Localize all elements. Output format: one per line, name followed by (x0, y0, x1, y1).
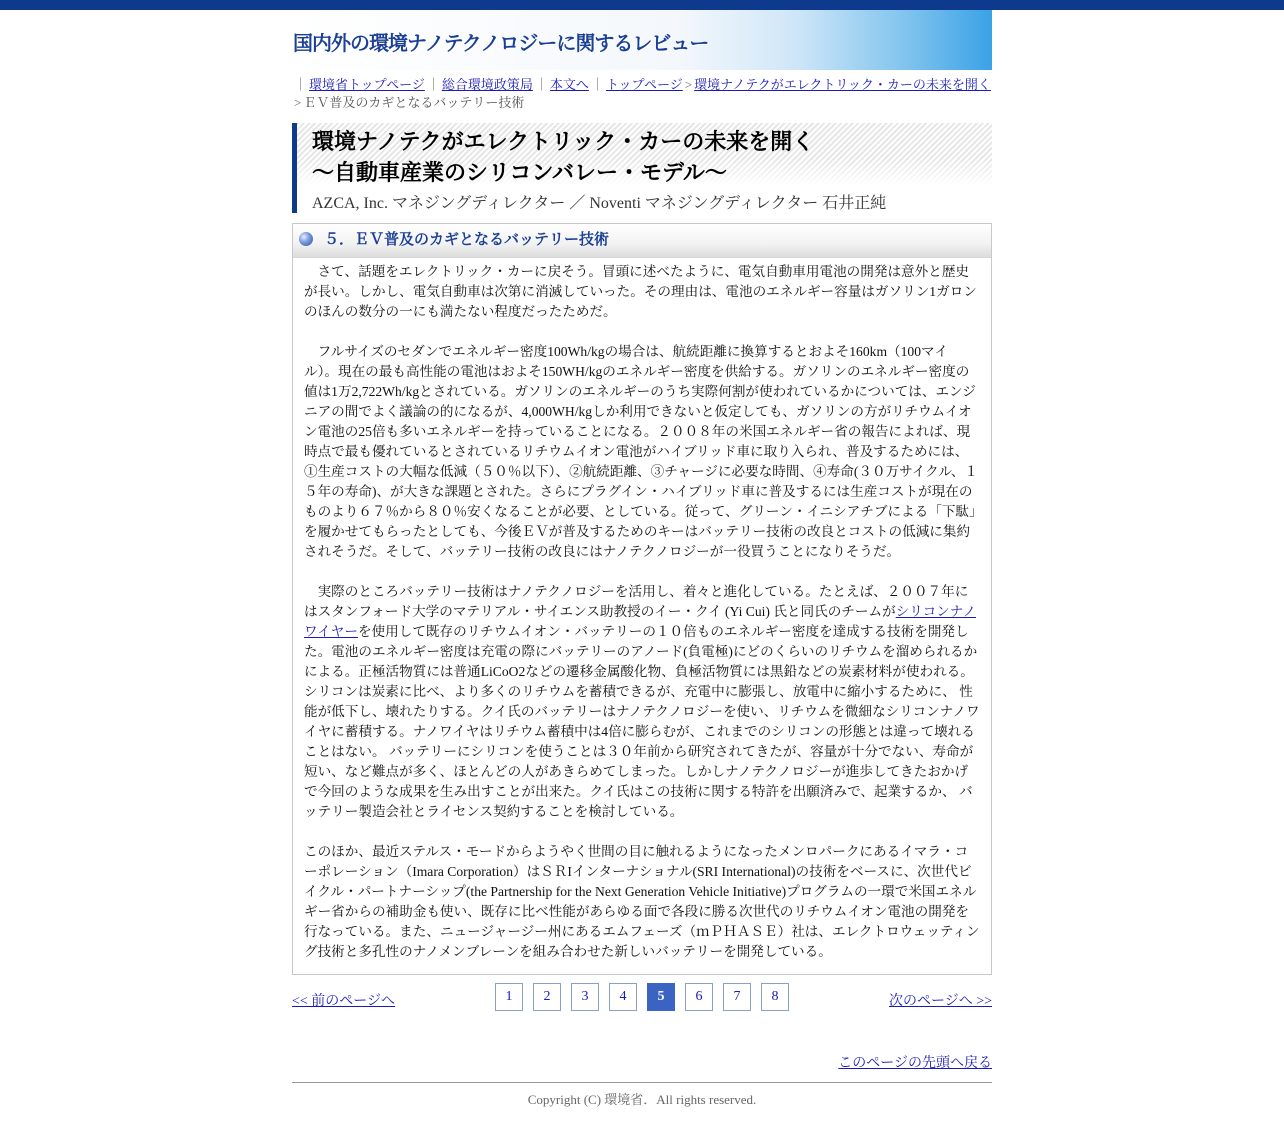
top-bar (0, 0, 1284, 10)
breadcrumb-separator: ｜ (590, 77, 604, 92)
pagination (292, 983, 992, 1027)
section-heading: ５．ＥＶ普及のカギとなるバッテリー技術 (324, 230, 610, 248)
bullet-orb-icon (299, 232, 313, 246)
breadcrumb-arrow: > (294, 95, 302, 110)
paragraph-4: このほか、最近ステルス・モードからようやく世間の目に触れるようになったメンロパークにあるイマラ・コーポレーション（Imara Corporation）はＳＲIインターナショナル(SRI International)の技術をベースに、次世代ビイクル・パートナーシップ(the Partnership for the Next Generation Vehicle Initiative)プログラムの一環で米国エネルギー省からの補助金も使い、既存に比べ性能があらゆる面で各段に勝る次世代のリチウムイオン電池の開発を行なっている。また、ニュージャージー州にあるエムフェーズ（ｍＰＨＡＳＥ）社は、エレクトロウェッティング技術と多孔性のナノメンブレーンを組み合わせた新しいバッテリーを開発している。 (304, 844, 980, 959)
article-title-box (292, 123, 992, 213)
page-container (292, 10, 992, 1108)
breadcrumb-current: ＥＶ普及のカギとなるバッテリー技術 (303, 95, 525, 110)
article-author: AZCA, Inc. マネジングディレクター ／ Noventi マネジングディレクター 石井正純 (312, 195, 887, 212)
page-link-3[interactable]: 3 (571, 983, 599, 1011)
footer-copyright: Copyright (C) 環境省．All rights reserved. (292, 1082, 992, 1108)
paragraph-1: さて、話題をエレクトリック・カーに戻そう。冒頭に述べたように、電気自動車用電池の開発は意外と歴史が長い。しかし、電気自動車は次第に消滅していった。その理由は、電池のエネルギー容量はガソリン1ガロンのほんの数分の一にも満たない程度だったためだ。 (304, 264, 977, 319)
breadcrumb-link-moe-top[interactable]: 環境省トップページ (309, 77, 425, 92)
silicon-nanowire-link[interactable]: シリコンナノワイヤー (304, 604, 977, 639)
breadcrumb-link-policy-bureau[interactable]: 総合環境政策局 (441, 77, 533, 92)
breadcrumb-link-article[interactable]: 環境ナノテクがエレクトリック・カーの未来を開く (694, 77, 991, 92)
breadcrumb-link-main-text[interactable]: 本文へ (549, 77, 589, 92)
breadcrumb-separator: ｜ (426, 77, 440, 92)
breadcrumb-link-top-page[interactable]: トップページ (605, 77, 683, 92)
page-link-6[interactable]: 6 (685, 983, 713, 1011)
breadcrumb-separator: ｜ (294, 77, 308, 92)
page-link-7[interactable]: 7 (723, 983, 751, 1011)
back-to-top (292, 1052, 992, 1072)
page-link-1[interactable]: 1 (495, 983, 523, 1011)
page-link-2[interactable]: 2 (533, 983, 561, 1011)
breadcrumb (292, 70, 992, 114)
content-section (292, 223, 992, 975)
page-link-8[interactable]: 8 (761, 983, 789, 1011)
page-number-list (495, 983, 789, 1011)
paragraph-2: フルサイズのセダンでエネルギー密度100Wh/kgの場合は、航続距離に換算するとおよそ160km（100マイル）。現在の最も高性能の電池はおよそ150WH/kgのエネルギー密度を供給する。ガソリンのエネルギー密度の値は1万2,722Wh/kgとされている。ガソリンのエネルギーのうち実際何割が使われているかについては、エンジニアの間でよく議論の的になるが、4,000WH/kgしか利用できないと仮定しても、ガソリンの方がリチウムイオン電池の25倍も多いエネルギーを持っていることになる。２００８年の米国エネルギー省の報告によれば、現時点で最も優れているとされているリチウムイオン電池がハイブリッド車に取り入られ、普及するためには、①生産コストの大幅な低減（５０％以下）、②航続距離、③チャージに必要な時間、④寿命(３０万サイクル、１５年の寿命)、が大きな課題とされた。さらにプラグイン・ハイブリッド車に普及するには生産コストが現在のものより６７％から８０％安くなることが必要、としている。従って、グリーン・イニシアチブによる「下駄」を履かせてもらったとしても、今後ＥＶが普及するためのキーはバッテリー技術の改良とコストの低減に集約されそうだ。そして、バッテリー技術の改良にはナノテクノロジーが一役買うことになりそうだ。 (304, 344, 979, 559)
page-title-line-1: 環境ナノテクがエレクトリック・カーの未来を開く (312, 130, 815, 155)
breadcrumb-separator: ｜ (534, 77, 548, 92)
back-to-top-link[interactable]: このページの先頭へ戻る (838, 1056, 992, 1071)
page-link-4[interactable]: 4 (609, 983, 637, 1011)
paragraph-3-text-after: を使用して既存のリチウムイオン・バッテリーの１０倍ものエネルギー密度を達成する技術を開発した。電池のエネルギー密度は充電の際にバッテリーのアノード(負電極)にどのくらいのリチウムを溜められるかによる。正極活物質には普通LiCoO2などの遷移金属酸化物、負極活物質には黒鉛などの炭素材料が使われる。シリコンは炭素に比べ、より多くのリチウムを蓄積できるが、充電中に膨張し、放電中に縮小するために、 性能が低下し、壊れたりする。クイ氏のバッテリーはナノテクノロジーを使い、リチウムを微細なシリコンナノワイヤに蓄積する。ナノワイヤはリチウム蓄積中は4倍に膨らむが、これまでのシリコンの形態とは違って壊れることはない。 バッテリーにシリコンを使うことは３０年前から研究されてきたが、容量が十分でない、寿命が短い、など難点が多く、ほとんどの人があきらめてしまった。しかしナノテクノロジーが進歩してきたおかげで今回のような成果を生み出すことが出来た。クイ氏はこの技術に関する特許を出願済みで、起業するか、 バッテリー製造会社とライセンス契約することを検討している。 (304, 624, 980, 819)
page-current-5: 5 (647, 983, 675, 1011)
page-title-line-2: ～自動車産業のシリコンバレー・モデル～ (312, 161, 727, 186)
next-page-link[interactable]: 次のページへ >> (888, 994, 992, 1009)
page-title (312, 123, 992, 189)
site-title: 国内外の環境ナノテクノロジーに関するレビュー (293, 31, 709, 55)
site-banner (292, 10, 992, 70)
paragraph-3-text-before: 実際のところバッテリー技術はナノテクノロジーを活用し、着々と進化している。たとえば、２００７年にはスタンフォード大学のマテリアル・サイエンス助教授のイー・クイ (Yi Cui) 氏と同氏のチームが (304, 584, 969, 619)
section-header (293, 224, 991, 258)
paragraph-3 (304, 582, 981, 822)
prev-page-link[interactable]: << 前のページへ (292, 994, 396, 1009)
section-body (293, 258, 991, 974)
breadcrumb-arrow: > (684, 77, 693, 92)
